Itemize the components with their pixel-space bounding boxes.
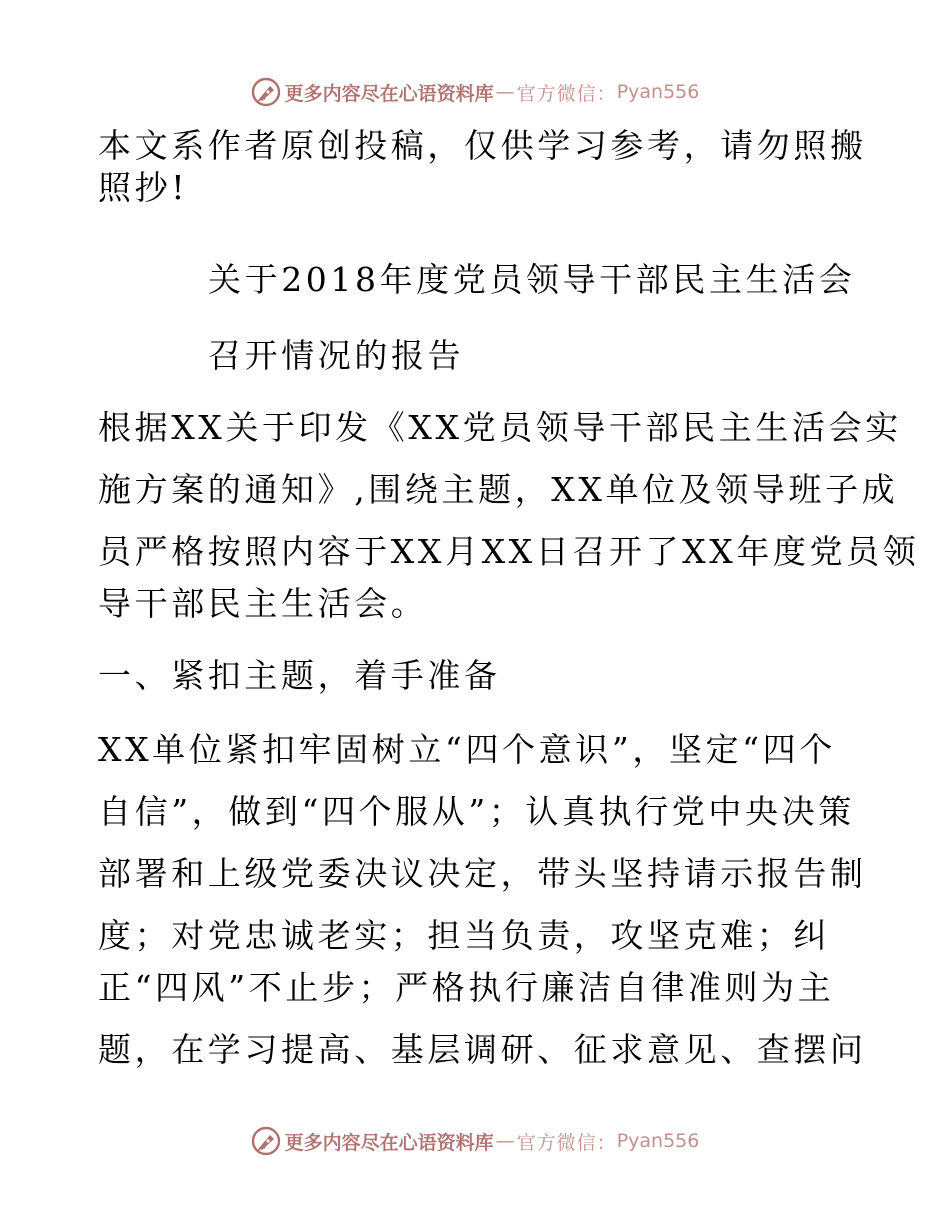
- watermark-wechat-label: 官方微信：: [516, 82, 617, 105]
- watermark-wechat-id: Pyan556: [616, 1130, 700, 1152]
- watermark-dash: —: [495, 1130, 515, 1152]
- disclaimer-line-1: 本文系作者原创投稿，仅供学习参考，请勿照搬: [98, 126, 867, 165]
- watermark-dash: —: [495, 81, 515, 103]
- pen-nib-logo-icon: [251, 1126, 281, 1156]
- disclaimer-line-2: 照抄!: [98, 168, 189, 207]
- paragraph-1-line-4: 导干部民主生活会。: [98, 584, 428, 623]
- watermark-wechat-label: 官方微信：: [516, 1131, 617, 1154]
- paragraph-1-line-1: 根据XX关于印发《XX党员领导干部民主生活会实: [98, 408, 902, 447]
- watermark-brand: 更多内容尽在心语资料库: [284, 1131, 494, 1154]
- paragraph-2-line-5: 正“四风”不止步；严格执行廉洁自律准则为主: [98, 968, 835, 1007]
- report-title-line-1: 关于2018年度党员领导干部民主生活会: [208, 260, 856, 299]
- paragraph-2-line-6: 题，在学习提高、基层调研、征求意见、查摆问: [98, 1030, 867, 1069]
- paragraph-2-line-1: XX单位紧扣牢固树立“四个意识”，坚定“四个: [98, 730, 836, 769]
- pen-nib-logo-icon: [251, 77, 281, 107]
- paragraph-2-line-4: 度；对党忠诚老实；担当负责，攻坚克难；纠: [98, 916, 830, 955]
- watermark-wechat-id: Pyan556: [616, 81, 700, 103]
- header-watermark: [0, 72, 950, 112]
- section-heading-1: 一、紧扣主题，着手准备: [98, 656, 501, 695]
- paragraph-2-line-3: 部署和上级党委决议决定，带头坚持请示报告制: [98, 854, 867, 893]
- paragraph-1-line-2: 施方案的通知》,围绕主题，XX单位及领导班子成: [98, 470, 899, 509]
- report-title-line-2: 召开情况的报告: [208, 336, 465, 375]
- paragraph-1-line-3: 员严格按照内容于XX月XX日召开了XX年度党员领: [98, 532, 920, 571]
- paragraph-2-line-2: 自信”，做到“四个服从”；认真执行党中央决策: [98, 792, 855, 831]
- footer-watermark: [0, 1121, 950, 1161]
- watermark-brand: 更多内容尽在心语资料库: [284, 82, 494, 105]
